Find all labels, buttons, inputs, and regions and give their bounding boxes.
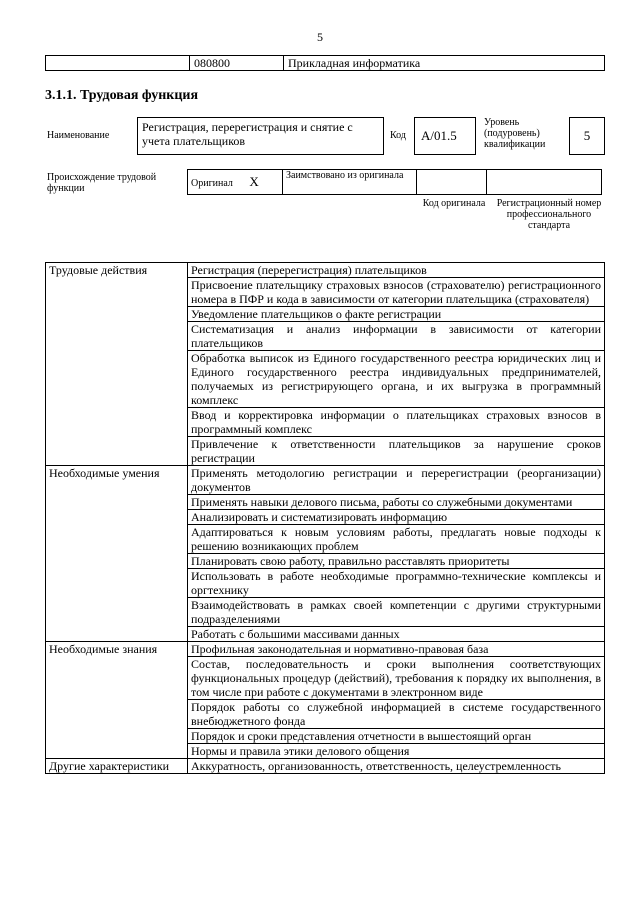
section-item: Взаимодействовать в рамках своей компетенции с другими структурными подразделениями xyxy=(188,598,605,627)
level-value: 5 xyxy=(569,117,605,155)
section-item: Планировать свою работу, правильно расставлять приоритеты xyxy=(188,554,605,569)
section-category: Другие характеристики xyxy=(46,759,188,774)
section-item: Применять методологию регистрации и перерегистрации (реорганизации) документов xyxy=(188,466,605,495)
specialty-code-table xyxy=(45,55,605,71)
origin-label: Происхождение трудовой функции xyxy=(47,172,157,194)
specialty-code: 080800 xyxy=(190,56,284,71)
reg-number-caption: Регистрационный номер профессионального стандарта xyxy=(496,198,602,231)
section-category: Необходимые знания xyxy=(46,642,188,759)
section-category: Необходимые умения xyxy=(46,466,188,642)
function-name-value: Регистрация, перерегистрация и снятие с учета плательщиков xyxy=(137,117,384,155)
function-details-table xyxy=(45,262,605,774)
section-item: Порядок и сроки представления отчетности в вышестоящий орган xyxy=(188,729,605,744)
code-label: Код xyxy=(390,130,406,141)
section-item: Профильная законодательная и нормативно-правовая база xyxy=(188,642,605,657)
function-code-value: А/01.5 xyxy=(414,117,476,155)
specialty-name: Прикладная информатика xyxy=(284,56,605,71)
section-item: Адаптироваться к новым условиям работы, предлагать новые подходы к решению возникающих проблем xyxy=(188,525,605,554)
section-item: Нормы и правила этики делового общения xyxy=(188,744,605,759)
table-row xyxy=(46,759,605,774)
section-item: Аккуратность, организованность, ответственность, целеустремленность xyxy=(188,759,605,774)
section-item: Порядок работы со служебной информацией в системе государственного внебюджетного фонда xyxy=(188,700,605,729)
code-original-caption: Код оригинала xyxy=(422,198,486,209)
level-label: Уровень (подуровень) квалификации xyxy=(484,117,546,150)
section-item: Систематизация и анализ информации в зависимости от категории плательщиков xyxy=(188,322,605,351)
section-item: Работать с большими массивами данных xyxy=(188,627,605,642)
original-mark: X xyxy=(249,173,259,189)
borrowed-label: Заимствовано из оригинала xyxy=(283,170,417,195)
section-item: Анализировать и систематизировать информацию xyxy=(188,510,605,525)
section-item: Применять навыки делового письма, работы со служебными документами xyxy=(188,495,605,510)
section-item: Обработка выписок из Единого государственного реестра юридических лиц и Единого государственного реестра индивидуальных предпринимателей, получаемых из регистрирующего органа, и их выгрузка в программный комплекс xyxy=(188,351,605,408)
reg-number-cell xyxy=(487,170,602,195)
table-row xyxy=(46,263,605,278)
section-item: Привлечение к ответственности плательщиков за нарушение сроков регистрации xyxy=(188,437,605,466)
page-number: 5 xyxy=(317,30,323,44)
code-original-cell xyxy=(417,170,487,195)
origin-table xyxy=(187,169,602,195)
table-row xyxy=(46,466,605,495)
section-item: Ввод и корректировка информации о плательщиках страховых взносов в программный комплекс xyxy=(188,408,605,437)
section-title: 3.1.1. Трудовая функция xyxy=(45,88,199,103)
section-item: Присвоение плательщику страховых взносов (страхователю) регистрационного номера в ПФР и кода в зависимости от категории плательщика (страхователя) xyxy=(188,278,605,307)
name-label: Наименование xyxy=(47,130,110,141)
table-row xyxy=(46,642,605,657)
section-item: Регистрация (перерегистрация) плательщиков xyxy=(188,263,605,278)
original-label: Оригинал xyxy=(191,177,233,189)
section-item: Использовать в работе необходимые программно-технические комплексы и оргтехнику xyxy=(188,569,605,598)
section-item: Состав, последовательность и сроки выполнения соответствующих функциональных процедур (действий), требования к порядку их выполнения, в том числе при работе с документами в электронном виде xyxy=(188,657,605,700)
section-category: Трудовые действия xyxy=(46,263,188,466)
section-item: Уведомление плательщиков о факте регистрации xyxy=(188,307,605,322)
